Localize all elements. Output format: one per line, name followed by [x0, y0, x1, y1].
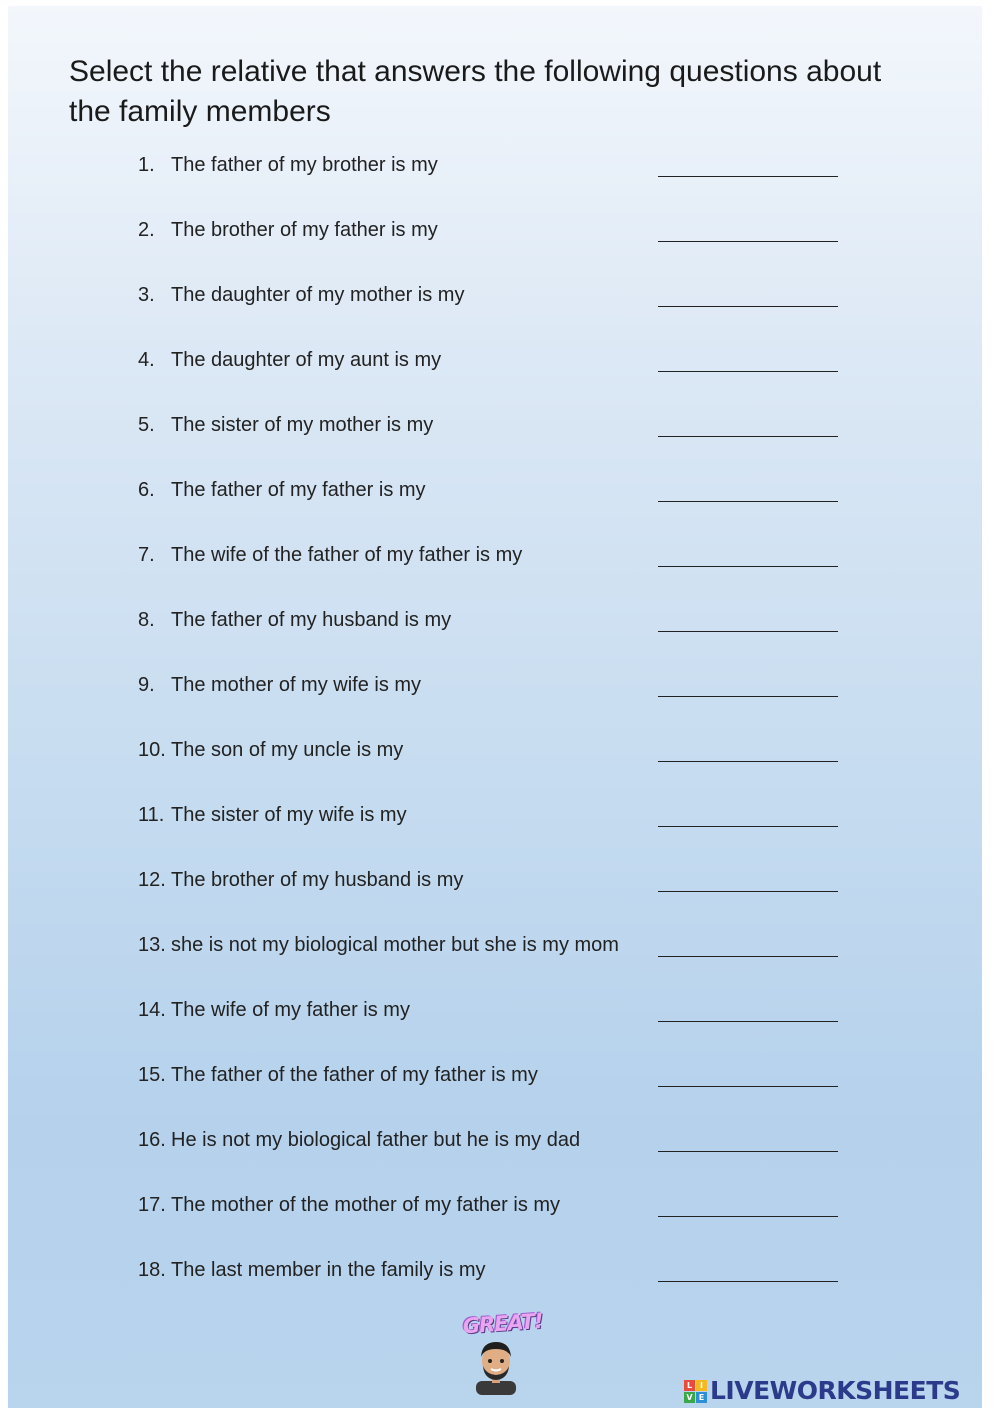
- question-text: The last member in the family is my: [171, 1259, 486, 1281]
- question-text: The father of my brother is my: [171, 154, 438, 176]
- question-text: The daughter of my aunt is my: [171, 349, 442, 371]
- question-number: 13.: [138, 934, 166, 956]
- question-row: [8, 999, 982, 1039]
- question-row: [8, 1259, 982, 1299]
- question-row: [8, 1064, 982, 1104]
- answer-blank[interactable]: [658, 745, 838, 762]
- question-number: 7.: [138, 544, 155, 566]
- great-sticker: GREAT!: [462, 1308, 544, 1339]
- question-number: 1.: [138, 154, 155, 176]
- logo-text: LIVEWORKSHEETS: [710, 1376, 961, 1405]
- question-row: [8, 154, 982, 194]
- question-number: 9.: [138, 674, 155, 696]
- question-text: The wife of my father is my: [171, 999, 410, 1021]
- question-number: 6.: [138, 479, 155, 501]
- answer-blank[interactable]: [658, 1135, 838, 1152]
- question-row: [8, 219, 982, 259]
- question-row: [8, 934, 982, 974]
- worksheet-page: [8, 6, 982, 1408]
- answer-blank[interactable]: [658, 1265, 838, 1282]
- question-list: [8, 6, 982, 1306]
- answer-blank[interactable]: [658, 615, 838, 632]
- question-text: The daughter of my mother is my: [171, 284, 465, 306]
- logo-grid-icon: L I V E: [684, 1380, 708, 1404]
- question-text: The sister of my mother is my: [171, 414, 434, 436]
- answer-blank[interactable]: [658, 420, 838, 437]
- question-row: [8, 479, 982, 519]
- question-text: The brother of my husband is my: [171, 869, 464, 891]
- question-number: 5.: [138, 414, 155, 436]
- question-number: 3.: [138, 284, 155, 306]
- question-text: The mother of my wife is my: [171, 674, 422, 696]
- question-text: The wife of the father of my father is my: [171, 544, 523, 566]
- liveworksheets-logo: [684, 1376, 984, 1406]
- question-row: [8, 414, 982, 454]
- answer-blank[interactable]: [658, 160, 838, 177]
- question-row: [8, 609, 982, 649]
- question-text: The son of my uncle is my: [171, 739, 404, 761]
- question-text: The brother of my father is my: [171, 219, 438, 241]
- question-number: 15.: [138, 1064, 166, 1086]
- question-number: 18.: [138, 1259, 166, 1281]
- question-row: [8, 1194, 982, 1234]
- question-number: 14.: [138, 999, 166, 1021]
- avatar-icon: [470, 1339, 522, 1395]
- question-text: she is not my biological mother but she is my mom: [171, 934, 619, 956]
- question-row: [8, 674, 982, 714]
- question-number: 12.: [138, 869, 166, 891]
- answer-blank[interactable]: [658, 550, 838, 567]
- question-text: The sister of my wife is my: [171, 804, 407, 826]
- question-text: The mother of the mother of my father is my: [171, 1194, 561, 1216]
- answer-blank[interactable]: [658, 680, 838, 697]
- worksheet-title: Select the relative that answers the following questions about the family members: [69, 55, 882, 128]
- question-number: 8.: [138, 609, 155, 631]
- answer-blank[interactable]: [658, 485, 838, 502]
- answer-blank[interactable]: [658, 355, 838, 372]
- answer-blank[interactable]: [658, 1005, 838, 1022]
- question-number: 16.: [138, 1129, 166, 1151]
- question-text: The father of my father is my: [171, 479, 426, 501]
- answer-blank[interactable]: [658, 1070, 838, 1087]
- answer-blank[interactable]: [658, 875, 838, 892]
- question-row: [8, 349, 982, 389]
- answer-blank[interactable]: [658, 940, 838, 957]
- question-text: The father of the father of my father is my: [171, 1064, 538, 1086]
- question-row: [8, 544, 982, 584]
- question-number: 4.: [138, 349, 155, 371]
- question-number: 10.: [138, 739, 166, 761]
- question-text: The father of my husband is my: [171, 609, 452, 631]
- question-row: [8, 1129, 982, 1169]
- question-row: [8, 804, 982, 844]
- question-row: [8, 869, 982, 909]
- question-number: 17.: [138, 1194, 166, 1216]
- answer-blank[interactable]: [658, 290, 838, 307]
- question-text: He is not my biological father but he is my dad: [171, 1129, 581, 1151]
- answer-blank[interactable]: [658, 225, 838, 242]
- question-row: [8, 739, 982, 779]
- question-number: 2.: [138, 219, 155, 241]
- answer-blank[interactable]: [658, 1200, 838, 1217]
- question-row: [8, 284, 982, 324]
- answer-blank[interactable]: [658, 810, 838, 827]
- question-number: 11.: [138, 804, 165, 826]
